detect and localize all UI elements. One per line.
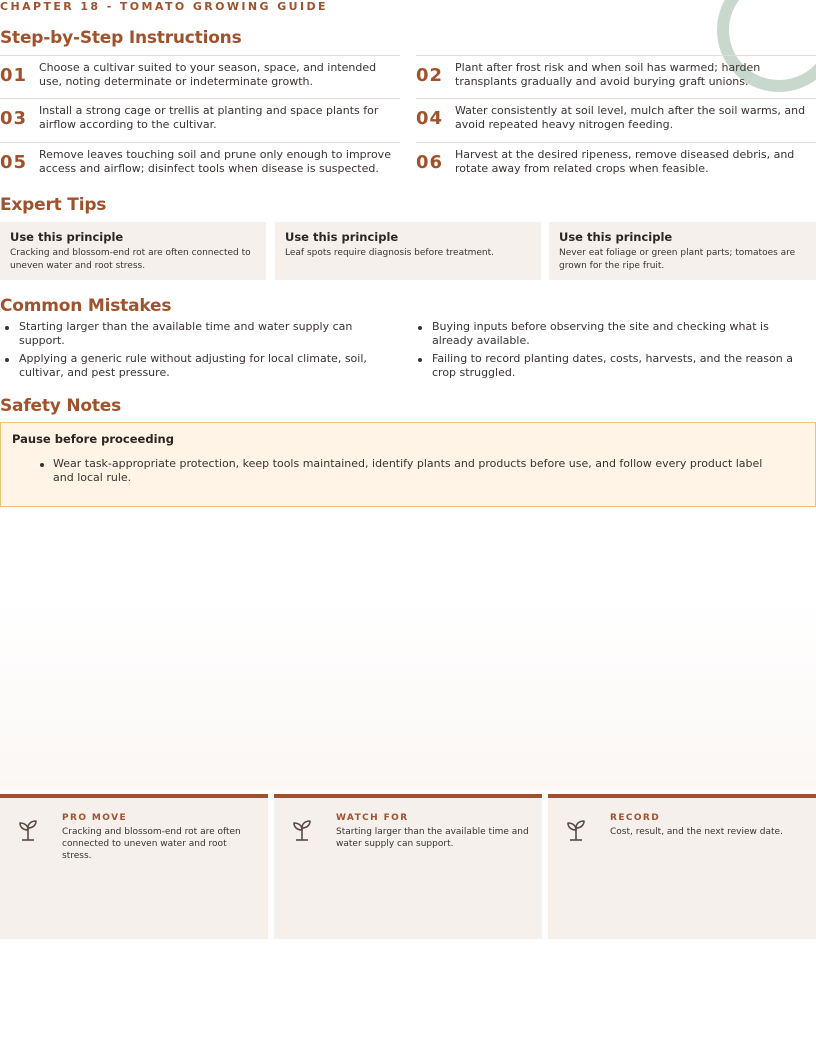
sprout-icon: [290, 818, 314, 842]
tip-card: [0, 222, 266, 280]
mistake-item: Starting larger than the available time and water supply can support.: [0, 320, 400, 348]
safety-section-title: Safety Notes: [0, 396, 122, 416]
safety-list: [39, 457, 779, 485]
chapter-heading: CHAPTER 18 - TOMATO GROWING GUIDE: [0, 0, 328, 13]
mistakes-section-title: Common Mistakes: [0, 296, 172, 316]
step-text: Harvest at the desired ripeness, remove diseased debris, and rotate away from related crops when feasible.: [455, 148, 795, 175]
card-label: RECORD: [610, 813, 661, 823]
tip-title: Use this principle: [559, 230, 673, 244]
step-number: 01: [0, 65, 28, 86]
safety-item: Wear task-appropriate protection, keep tools maintained, identify plants and products before use, and follow every product label and local rule.: [39, 457, 779, 485]
step-text: Plant after frost risk and when soil has warmed; harden transplants gradually and avoid burying graft unions.: [455, 61, 761, 88]
mistakes-list-left: [0, 320, 400, 384]
step-text: Water consistently at soil level, mulch after the soil warms, and avoid repeated heavy nitrogen feeding.: [455, 104, 806, 131]
tip-title: Use this principle: [10, 230, 124, 244]
step-item: [0, 98, 400, 142]
tips-section-title: Expert Tips: [0, 195, 107, 215]
card-text: Starting larger than the available time and water supply can support.: [336, 827, 529, 849]
tip-card: [275, 222, 541, 280]
step-number: 05: [0, 152, 28, 173]
mistake-item: Failing to record planting dates, costs, harvests, and the reason a crop struggled.: [413, 352, 813, 380]
step-number: 02: [416, 65, 444, 86]
sprout-icon: [16, 818, 40, 842]
watch-for-card: [274, 794, 542, 939]
mistake-item: Applying a generic rule without adjusting for local climate, soil, cultivar, and pest pressure.: [0, 352, 400, 380]
record-card: [548, 794, 816, 939]
step-item: [416, 55, 816, 99]
safety-callout: [0, 422, 816, 507]
card-label: PRO MOVE: [62, 813, 127, 823]
tip-title: Use this principle: [285, 230, 399, 244]
step-text: Install a strong cage or trellis at planting and space plants for airflow according to the cultivar.: [39, 104, 379, 131]
steps-section-title: Step-by-Step Instructions: [0, 28, 242, 48]
step-item: [416, 142, 816, 186]
card-text: Cost, result, and the next review date.: [610, 827, 783, 837]
card-label: WATCH FOR: [336, 813, 409, 823]
step-text: Remove leaves touching soil and prune only enough to improve access and airflow; disinfect tools when disease is suspected.: [39, 148, 391, 175]
step-item: [416, 98, 816, 142]
card-text: Cracking and blossom-end rot are often connected to uneven water and root stress.: [62, 827, 241, 861]
sprout-icon: [564, 818, 588, 842]
step-item: [0, 55, 400, 99]
background-fade: [0, 600, 816, 790]
step-text: Choose a cultivar suited to your season, space, and intended use, noting determinate or indeterminate growth.: [39, 61, 377, 88]
mistakes-list-right: [413, 320, 813, 384]
step-item: [0, 142, 400, 186]
safety-callout-title: Pause before proceeding: [12, 432, 174, 446]
step-number: 03: [0, 108, 28, 129]
step-number: 04: [416, 108, 444, 129]
tip-text: Leaf spots require diagnosis before treatment.: [285, 248, 495, 258]
mistake-item: Buying inputs before observing the site and checking what is already available.: [413, 320, 813, 348]
tip-card: [549, 222, 816, 280]
pro-move-card: [0, 794, 268, 939]
tip-text: Cracking and blossom-end rot are often connected to uneven water and root stress.: [10, 248, 251, 271]
step-number: 06: [416, 152, 444, 173]
tip-text: Never eat foliage or green plant parts; tomatoes are grown for the ripe fruit.: [559, 248, 796, 271]
